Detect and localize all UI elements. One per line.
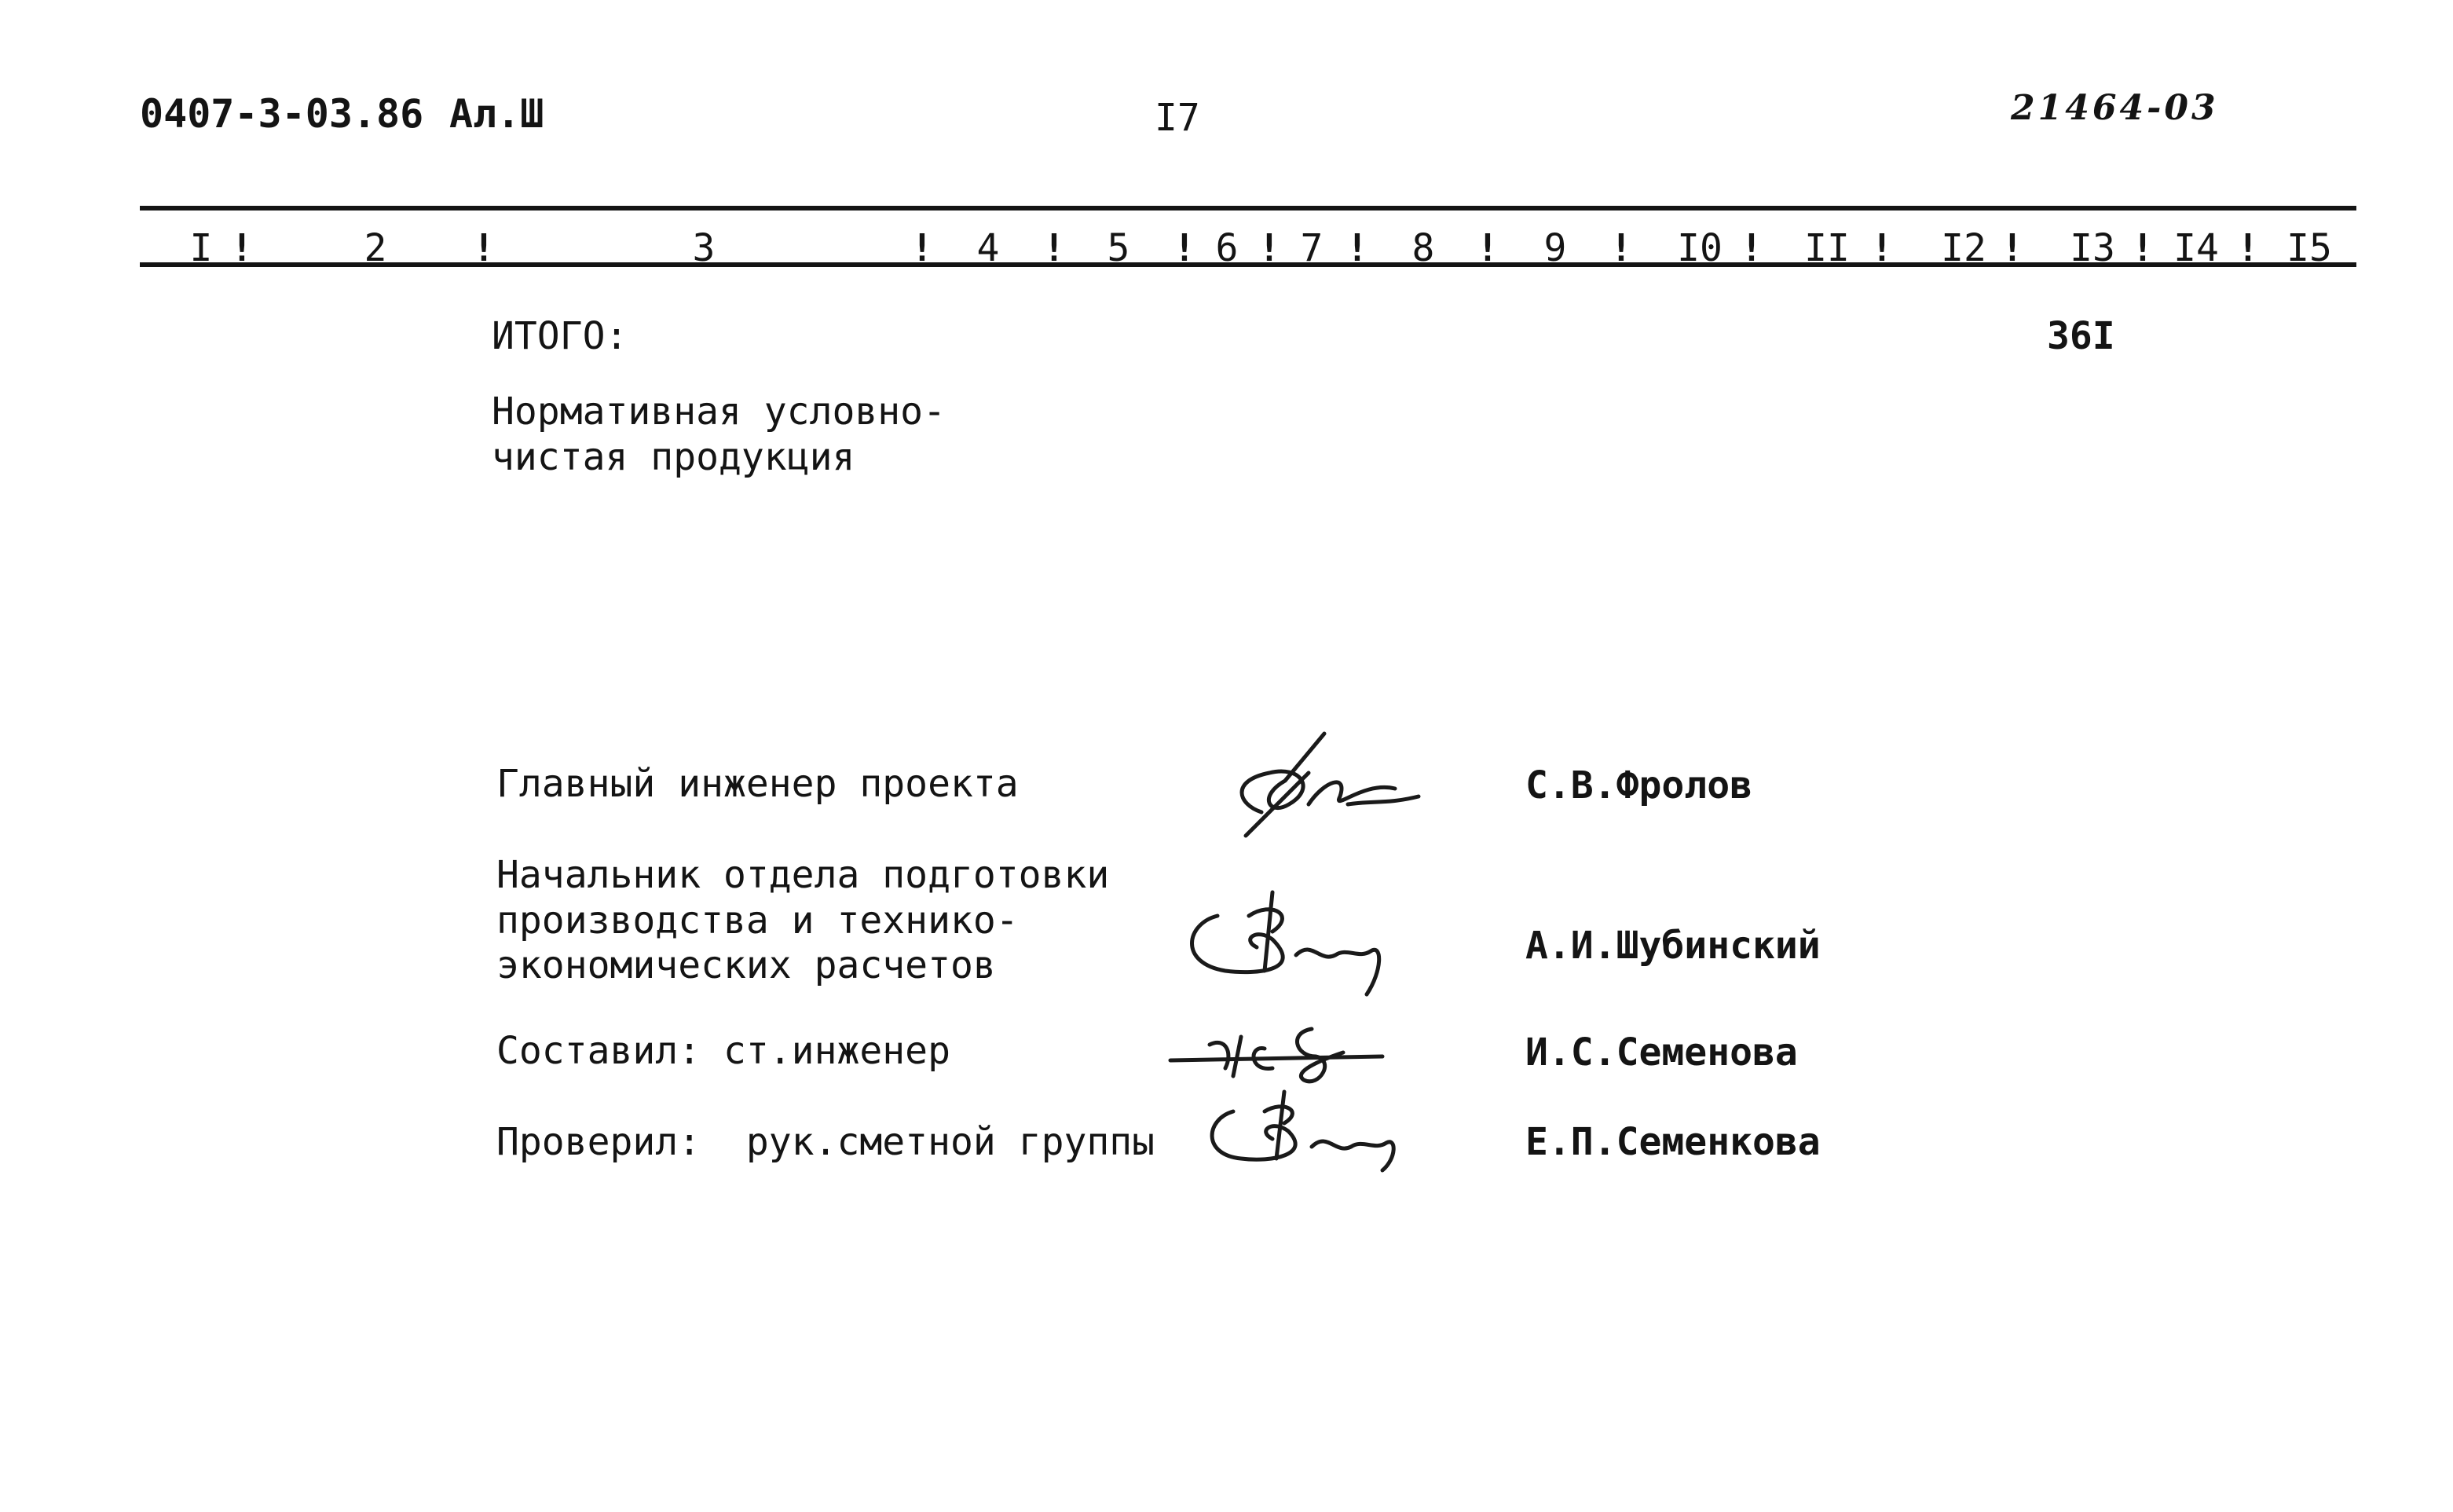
total-label: ИТОГО:	[492, 314, 628, 358]
column-number: II	[1804, 226, 1850, 270]
column-number: 7	[1300, 226, 1324, 270]
column-number: I2	[1941, 226, 1986, 270]
column-number: I4	[2173, 226, 2219, 270]
position-line: Начальник отдела подготовки	[496, 853, 1110, 897]
column-number: I	[189, 226, 213, 270]
column-number: I3	[2070, 226, 2115, 270]
signature-semenova	[1162, 1013, 1398, 1092]
signature-frolov	[1214, 726, 1434, 851]
signature-semenkova	[1194, 1084, 1422, 1178]
signatory-position: Проверил: рук.сметной группы	[496, 1120, 1155, 1164]
position-line: экономических расчетов	[496, 943, 996, 988]
column-separator: !	[2131, 226, 2155, 270]
handwritten-number: 21464-03	[2011, 88, 2219, 128]
norm-product-line: Нормативная условно-	[492, 390, 946, 434]
table-top-rule	[140, 206, 2356, 211]
column-separator: !	[2001, 226, 2024, 270]
column-separator: !	[230, 226, 254, 270]
signatory-position	[496, 853, 1109, 989]
page-number: I7	[1155, 96, 1200, 140]
column-number: 5	[1107, 226, 1130, 270]
column-number: 3	[692, 226, 716, 270]
total-value: 36I	[2047, 314, 2115, 358]
norm-product-label	[492, 390, 946, 480]
column-separator: !	[1740, 226, 1763, 270]
column-separator: !	[1870, 226, 1894, 270]
signatory-position: Составил: ст.инженер	[496, 1029, 950, 1073]
column-number: 9	[1543, 226, 1567, 270]
signatory-name: С.В.Фролов	[1525, 763, 1752, 807]
column-separator: !	[1173, 226, 1196, 270]
signatory-name: И.С.Семенова	[1525, 1031, 1798, 1075]
column-number: I5	[2286, 226, 2332, 270]
album-number: Ал.Ш	[449, 91, 544, 137]
column-number: 6	[1215, 226, 1239, 270]
signatory-name: Е.П.Семенкова	[1525, 1120, 1821, 1164]
signatory-name: А.И.Шубинский	[1525, 924, 1821, 968]
column-separator: !	[910, 226, 934, 270]
column-separator: !	[2236, 226, 2260, 270]
document-code: 0407-3-03.86	[140, 91, 424, 137]
column-number: 8	[1411, 226, 1435, 270]
column-separator: !	[1345, 226, 1369, 270]
norm-product-line: чистая продукция	[492, 434, 855, 479]
position-line: производства и технико-	[496, 898, 1019, 943]
column-number: 4	[976, 226, 1000, 270]
column-number: 2	[364, 226, 387, 270]
column-number: I0	[1677, 226, 1723, 270]
signatory-position: Главный инженер проекта	[496, 762, 1019, 806]
column-separator: !	[1476, 226, 1499, 270]
signature-shubinsky	[1178, 884, 1414, 1002]
column-separator: !	[1609, 226, 1633, 270]
column-separator: !	[1042, 226, 1066, 270]
column-separator: !	[472, 226, 496, 270]
column-separator: !	[1258, 226, 1281, 270]
